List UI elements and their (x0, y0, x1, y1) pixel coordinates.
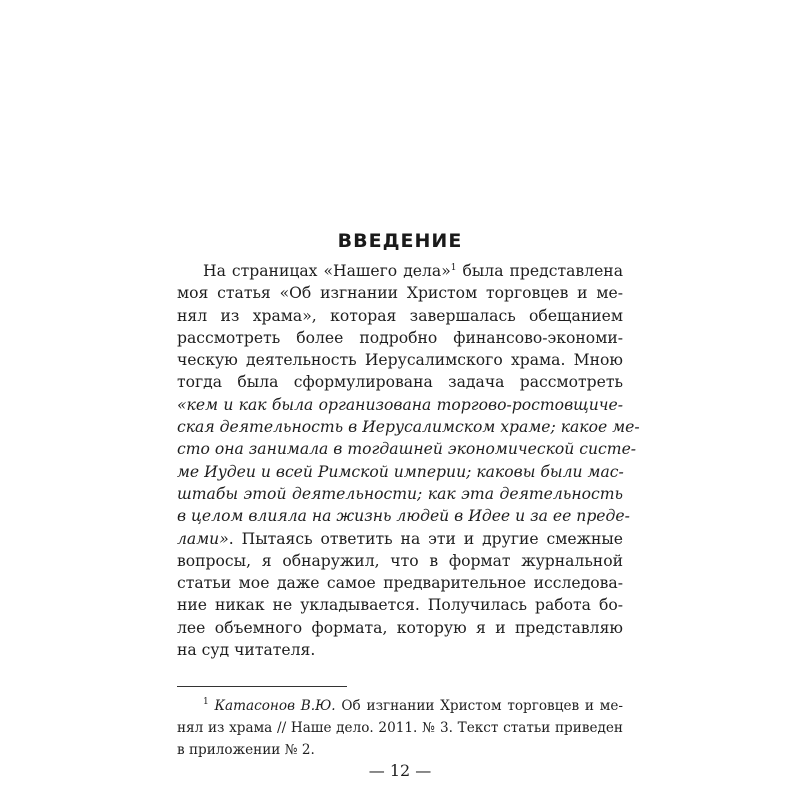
text-segment: тогда была сформулирована задача рассмотреть (177, 373, 623, 392)
paragraph-line (177, 461, 623, 483)
page-number: — 12 — (368, 761, 432, 780)
footnote (177, 695, 623, 761)
footnote-marker: 1 (203, 697, 209, 707)
paragraph-line (177, 305, 623, 327)
body-text (177, 260, 640, 661)
footnote-line (177, 739, 623, 761)
chapter-title: ВВЕДЕНИЕ (337, 230, 463, 252)
text-segment: . Пытаясь ответить на эти и другие смежные (228, 529, 623, 548)
italic-text: лами» (177, 529, 229, 548)
footnote-marker: 1 (450, 263, 457, 273)
italic-text: штабы этой деятельности; как эта деятельность (177, 484, 623, 503)
text-segment: ческую деятельность Иерусалимского храма. Мною (177, 351, 623, 370)
paragraph-line (177, 505, 630, 527)
italic-text: ская деятельность в Иерусалимском храме; какое ме- (177, 418, 640, 437)
italic-text: сто она занимала в тогдашней экономической систе- (177, 440, 637, 459)
footnote-divider (177, 686, 347, 687)
italic-text: «кем и как была организована торгово-ростовщиче- (177, 395, 623, 414)
paragraph-line (177, 371, 623, 393)
text-segment: лее объемного формата, которую я и представляю (177, 618, 623, 637)
paragraph-line (177, 327, 623, 349)
paragraph-line (177, 438, 637, 460)
text-segment: Об изгнании Христом торговцев и ме- (335, 698, 623, 714)
italic-text: Катасонов В.Ю. (214, 698, 336, 714)
text-segment: вопросы, я обнаружил, что в формат журнальной (177, 551, 623, 570)
footnote-line (177, 695, 623, 717)
paragraph-line (177, 349, 623, 371)
text-segment: моя статья «Об изгнании Христом торговцев и ме- (177, 284, 623, 303)
text-segment: в приложении № 2. (177, 742, 315, 758)
footnote-line (177, 717, 623, 739)
text-segment: рассмотреть более подробно финансово-экономи- (177, 328, 623, 347)
paragraph-line (177, 416, 640, 438)
paragraph-line (177, 572, 623, 594)
paragraph-line (177, 394, 623, 416)
text-segment: ние никак не укладывается. Получилась работа бо- (177, 596, 623, 615)
text-segment: На страницах «Нашего дела» (203, 262, 451, 280)
paragraph-line (177, 594, 623, 616)
text-segment: статьи мое даже самое предварительное исследова- (177, 574, 623, 593)
paragraph-line (177, 639, 623, 661)
text-segment: нял из храма», которая завершалась обещанием (177, 306, 623, 325)
paragraph-line (177, 617, 623, 639)
paragraph-line (177, 528, 623, 550)
paragraph-line (177, 483, 623, 505)
paragraph-line (177, 282, 623, 304)
italic-text: ме Иудеи и всей Римской империи; каковы были мас- (177, 462, 624, 481)
text-segment: нял из храма // Наше дело. 2011. № 3. Текст статьи приведен (177, 720, 623, 736)
text-segment: была представлена (456, 262, 623, 280)
paragraph-line (177, 260, 623, 282)
paragraph-line (177, 550, 623, 572)
text-segment: на суд читателя. (177, 641, 316, 660)
italic-text: в целом влияла на жизнь людей в Идее и за ее преде- (177, 507, 630, 526)
